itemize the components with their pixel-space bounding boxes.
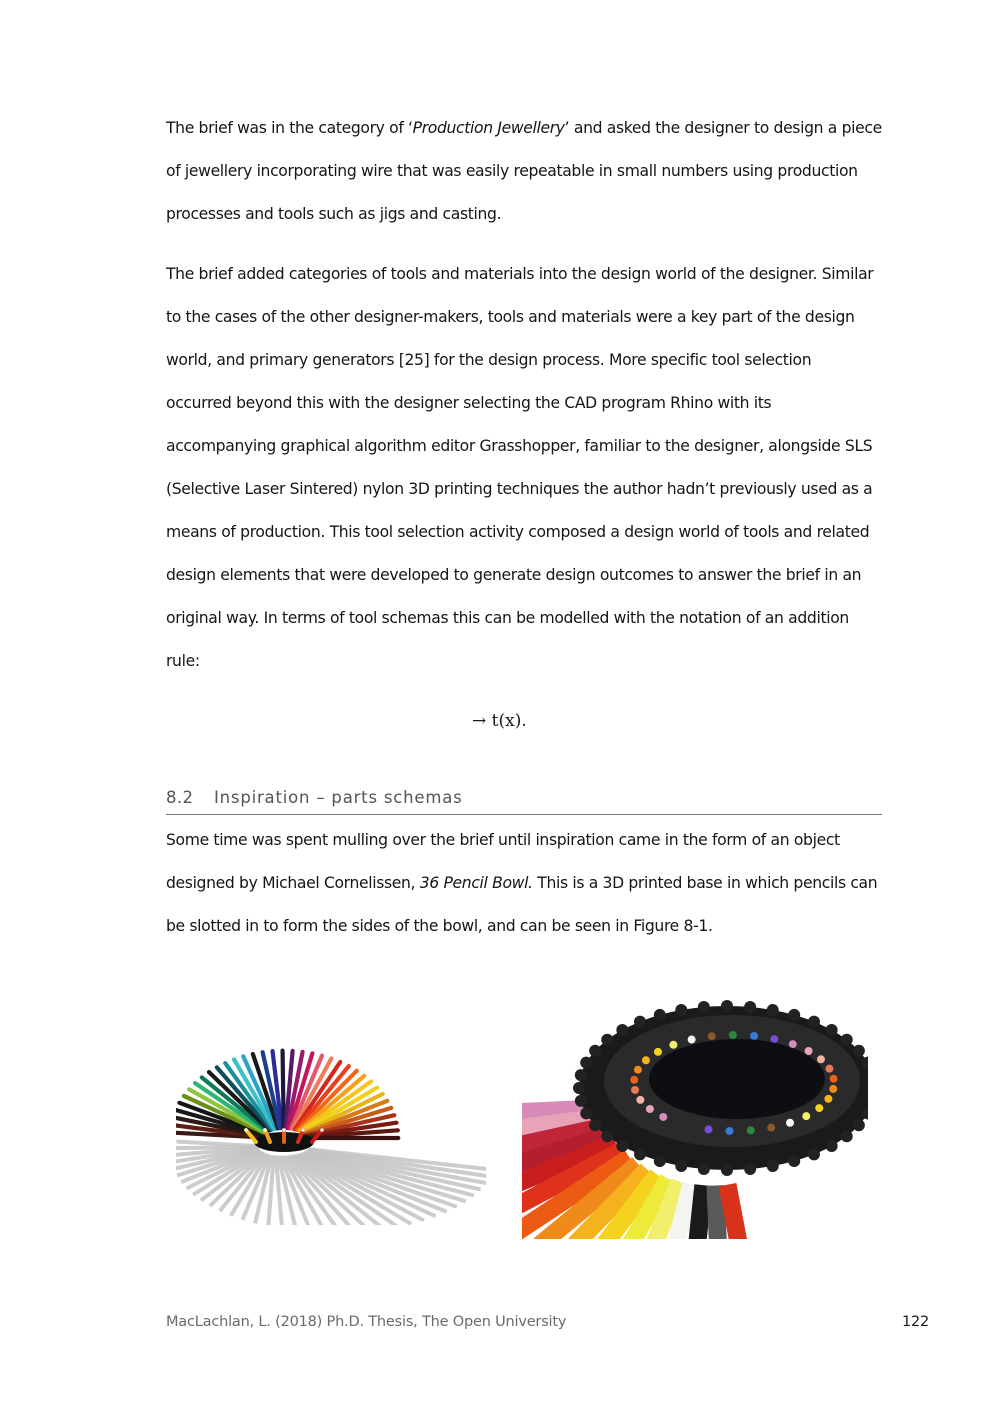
pencil-tip <box>688 1036 696 1044</box>
base-notch <box>675 1004 687 1016</box>
pencil-tip <box>659 1113 667 1121</box>
base-notch <box>767 1004 779 1016</box>
base-notch <box>654 1009 666 1021</box>
base-notch <box>767 1160 779 1172</box>
text-span: This is a 3D printed base in which pencils can <box>532 874 878 892</box>
pencil-tip <box>669 1041 677 1049</box>
base-notch <box>788 1155 800 1167</box>
text-line <box>166 350 811 370</box>
pencil-tip <box>824 1095 832 1103</box>
base-notch <box>589 1045 601 1057</box>
base-notch <box>616 1024 628 1036</box>
pencil-tip <box>636 1096 644 1104</box>
pencil-tip <box>263 1128 267 1132</box>
text-span: processes and tools such as jigs and casting. <box>166 205 502 223</box>
pencil-tip <box>750 1032 758 1040</box>
pencil-tip <box>726 1127 734 1135</box>
text-line <box>166 118 882 138</box>
pencil-tip <box>770 1035 778 1043</box>
italic-text: 36 Pencil Bowl. <box>419 874 533 892</box>
text-line <box>166 830 840 850</box>
base-notch <box>788 1009 800 1021</box>
base-notch <box>744 1163 756 1175</box>
base-notch <box>808 1016 820 1028</box>
pencil-tip <box>729 1031 737 1039</box>
base-notch <box>575 1095 587 1107</box>
base-notch <box>589 1119 601 1131</box>
base-notch <box>575 1069 587 1081</box>
text-line <box>166 264 873 284</box>
pencil-tip <box>320 1128 324 1132</box>
section-title: Inspiration – parts schemas <box>214 788 463 807</box>
pencil-tip <box>829 1085 837 1093</box>
text-span: rule: <box>166 652 200 670</box>
pencil-tip <box>301 1128 305 1132</box>
text-line <box>166 565 861 585</box>
base-notch <box>744 1001 756 1013</box>
pencil-tip <box>786 1119 794 1127</box>
base-notch <box>841 1130 853 1142</box>
text-line <box>166 873 877 893</box>
base-notch <box>853 1119 865 1131</box>
pencil-tip <box>830 1075 838 1083</box>
base-notch <box>601 1034 613 1046</box>
text-line <box>166 393 771 413</box>
text-span: occurred beyond this with the designer selecting the CAD program Rhino with its <box>166 394 772 412</box>
base-notch <box>573 1082 585 1094</box>
pencil-tip <box>704 1125 712 1133</box>
text-line <box>166 204 501 224</box>
section-number: 8.2 <box>166 788 194 807</box>
pencil-tip <box>642 1056 650 1064</box>
pencil-tip <box>244 1128 248 1132</box>
pencil-tip <box>646 1105 654 1113</box>
base-notch <box>826 1024 838 1036</box>
base-notch <box>580 1107 592 1119</box>
base-notch <box>616 1140 628 1152</box>
text-line <box>166 436 872 456</box>
figure-pencil-bowl-render <box>176 1020 486 1225</box>
addition-rule-equation: → t(x). <box>472 711 527 731</box>
base-notch <box>721 1164 733 1176</box>
pencil-tip <box>747 1126 755 1134</box>
base-notch <box>654 1155 666 1167</box>
base-notch <box>841 1034 853 1046</box>
page-number: 122 <box>902 1314 930 1330</box>
pencil-tip <box>708 1032 716 1040</box>
base-notch <box>698 1163 710 1175</box>
text-span: original way. In terms of tool schemas this can be modelled with the notation of an addition <box>166 609 849 627</box>
base-center <box>649 1039 825 1119</box>
pencil-shadow <box>176 1141 259 1146</box>
italic-text: Production Jewellery <box>412 119 565 137</box>
text-line <box>166 916 713 936</box>
text-span: (Selective Laser Sintered) nylon 3D printing techniques the author hadn’t previously used as a <box>166 480 873 498</box>
pencil-bowl-photo-image <box>522 993 868 1239</box>
text-line <box>166 479 872 499</box>
pencil <box>283 1051 284 1128</box>
pencil-bowl-render-image <box>176 1020 486 1225</box>
text-span: to the cases of the other designer-makers, tools and materials were a key part of the design <box>166 308 855 326</box>
base-notch <box>853 1045 865 1057</box>
text-span: be slotted in to form the sides of the bowl, and can be seen in Figure 8-1. <box>166 917 713 935</box>
pencil-tip <box>789 1040 797 1048</box>
text-span: The brief was in the category of ‘ <box>166 119 413 137</box>
base-notch <box>698 1001 710 1013</box>
text-line <box>166 161 858 181</box>
base-notch <box>634 1148 646 1160</box>
pencil-tip <box>805 1047 813 1055</box>
pencil-tip <box>767 1124 775 1132</box>
pencil-tip <box>634 1066 642 1074</box>
text-line <box>166 307 855 327</box>
text-line <box>166 608 849 628</box>
pencil-tip <box>825 1065 833 1073</box>
footer-citation: MacLachlan, L. (2018) Ph.D. Thesis, The Open University <box>166 1314 567 1330</box>
text-span: of jewellery incorporating wire that was easily repeatable in small numbers using production <box>166 162 858 180</box>
figure-pencil-bowl-photo <box>522 993 868 1239</box>
base-notch <box>826 1140 838 1152</box>
base-notch <box>634 1016 646 1028</box>
text-line <box>166 651 200 671</box>
pencil-tip <box>282 1128 286 1132</box>
text-span: Some time was spent mulling over the brief until inspiration came in the form of an object <box>166 831 840 849</box>
text-span: The brief added categories of tools and materials into the design world of the designer. Similar <box>166 265 874 283</box>
text-span: designed by Michael Cornelissen, <box>166 874 420 892</box>
base-notch <box>808 1148 820 1160</box>
text-line <box>166 522 869 542</box>
pencil-tip <box>815 1104 823 1112</box>
section-heading <box>166 788 882 815</box>
text-span: ’ and asked the designer to design a piece <box>564 119 882 137</box>
pencil-tip <box>630 1076 638 1084</box>
base-notch <box>601 1130 613 1142</box>
pencil-tip <box>654 1048 662 1056</box>
pencil-tip <box>802 1112 810 1120</box>
base-notch <box>721 1000 733 1012</box>
text-span: world, and primary generators [25] for the design process. More specific tool selection <box>166 351 812 369</box>
pencil-tip <box>817 1055 825 1063</box>
base-notch <box>580 1057 592 1069</box>
text-span: means of production. This tool selection activity composed a design world of tools and related <box>166 523 870 541</box>
base-notch <box>675 1160 687 1172</box>
text-span: design elements that were developed to generate design outcomes to answer the brief in an <box>166 566 862 584</box>
text-span: accompanying graphical algorithm editor Grasshopper, familiar to the designer, alongside SLS <box>166 437 873 455</box>
pencil-tip <box>631 1086 639 1094</box>
